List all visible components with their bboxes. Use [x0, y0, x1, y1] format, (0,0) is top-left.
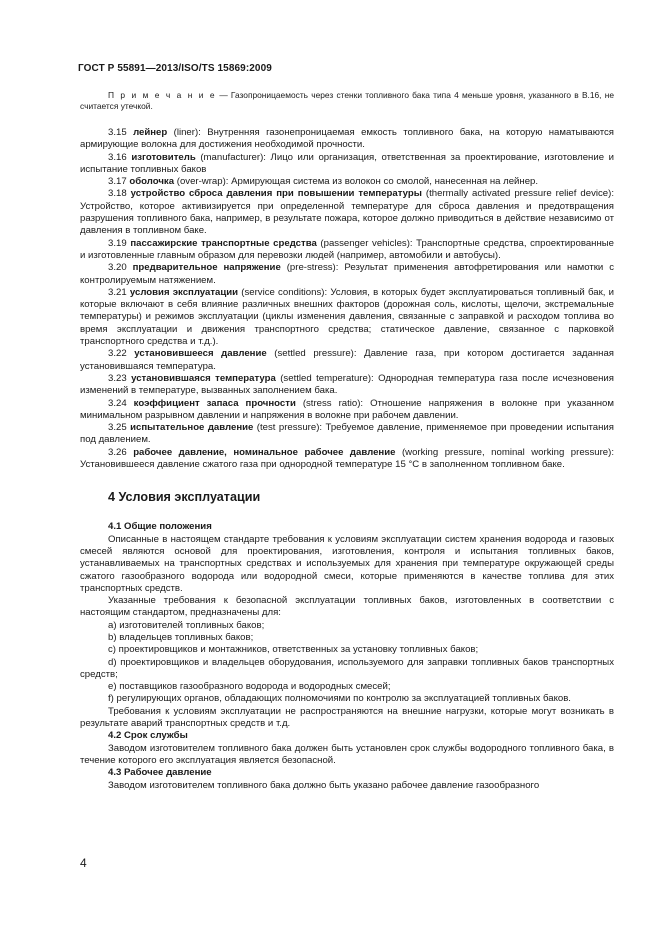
list-item-c: c) проектировщиков и монтажников, ответственных за установку топливных баков;: [108, 644, 479, 656]
definition-3-16: [80, 152, 614, 177]
definition-text: (pre-stress): Результат применения автофретирования или намотки с контролируемым натяжением.: [80, 262, 614, 286]
paragraph-4-1-3: Требования к условиям эксплуатации не распространяются на внешние нагрузки, которые могут возникать в результате аварий транспортных средств и т.д.: [80, 705, 614, 730]
note-paragraph: [80, 90, 614, 112]
definition-number: 3.23: [108, 372, 127, 384]
definition-text: (stress ratio): Отношение напряжения в волокне при указанном минимальном разрывном давлении и напряжения в волокне при рабочем давлении.: [80, 397, 614, 421]
definition-term: установившаяся температура: [131, 372, 276, 384]
definition-text: (service conditions): Условия, в которых будет эксплуатироваться топливный бак, и которые включают в себя влияние различных внешних факторов (дорожная соль, кислоты, щелочи, экстремальные температуры) и режимов эксплуатации (циклы изменения давления, связанные с заправкой и расходом топлива во время эксплуатации и движения транспортного средства; статическое давление, связанное с парковкой транспортного средства и т.д.).: [80, 286, 614, 348]
definition-3-15: [80, 127, 614, 152]
definition-3-18: [80, 188, 614, 237]
list-item-d: d) проектировщиков и владельцев оборудования, используемого для заправки топливных баков транспортных средств;: [80, 656, 614, 680]
definition-3-20: [80, 262, 614, 287]
paragraph-4-1-2: Указанные требования к безопасной эксплуатации топливных баков, изготовленных в соответствии с настоящим стандартом, предназначены для:: [80, 595, 614, 619]
definition-number: 3.19: [108, 237, 127, 249]
definition-term: установившееся давление: [134, 348, 267, 360]
definition-number: 3.26: [108, 446, 127, 458]
note-label: П р и м е ч а н и е: [108, 90, 217, 100]
definition-text: (test pressure): Требуемое давление, применяемое при проведении испытания под давлением.: [80, 422, 614, 446]
definition-number: 3.24: [108, 397, 127, 409]
definition-term: испытательное давление: [130, 422, 254, 434]
list-item-b: b) владельцев топливных баков;: [108, 631, 254, 643]
definition-3-26: [80, 447, 614, 472]
definition-text: (thermally activated pressure relief device): Устройство, которое активизируется при определенной температуре для сброса давления и предотвращения разрушения топливного бака, например, в результате пожара, которое должно приводиться в действие независимо от давления в топливном баке.: [80, 188, 614, 237]
definition-term: изготовитель: [131, 151, 196, 163]
definition-term: устройство сброса давления при повышении температуры: [130, 188, 422, 200]
definition-number: 3.21: [108, 286, 127, 298]
definition-text: (settled temperature): Однородная температура газа после исчезновения изменений в температуре, вызванных заполнением бака.: [80, 372, 614, 397]
definition-text: (settled pressure): Давление газа, при котором достигается заданная установившаяся температура.: [80, 348, 614, 372]
document-header: ГОСТ Р 55891—2013/ISO/TS 15869:2009: [78, 63, 272, 74]
definition-number: 3.15: [108, 127, 127, 138]
definition-text: (manufacturer): Лицо или организация, ответственная за проектирование, изготовление и испытание топливных баков: [80, 151, 615, 175]
paragraph-4-1-1: Описанные в настоящем стандарте требования к условиям эксплуатации систем хранения водорода и газовых смесей являются основой для проектирования, изготовления, контроля и испытания топливных баков, устанавливаемых на транспортных средствах и используемых для хранения при температуре окружающей среды сжатого газообразного водорода или водородной смеси, которые применяются в качестве топлива для этих транспортных средств.: [80, 533, 614, 594]
definition-3-25: [80, 422, 614, 447]
definition-3-19: [80, 238, 614, 263]
page-number: 4: [80, 856, 87, 870]
subsection-4-3-title: 4.3 Рабочее давление: [108, 767, 212, 779]
paragraph-4-2-1: Заводом изготовителем топливного бака должен быть установлен срок службы водородного топливного бака, в течение которого его эксплуатация является безопасной.: [80, 742, 614, 766]
definition-number: 3.18: [108, 188, 127, 200]
definition-number: 3.25: [108, 422, 127, 434]
definition-term: коэффициент запаса прочности: [133, 397, 296, 409]
definition-number: 3.20: [108, 262, 127, 274]
paragraph-4-3-1: Заводом изготовителем топливного бака должно быть указано рабочее давление газообразного: [108, 779, 540, 791]
definition-text: (liner): Внутренняя газонепроницаемая емкость топливного бака, на которую наматываются армирующие волокна для достижения необходимой прочности.: [80, 127, 614, 151]
section-4-title: 4 Условия эксплуатации: [108, 490, 261, 505]
definition-term: лейнер: [133, 127, 168, 138]
definition-term: рабочее давление, номинальное рабочее давление: [133, 446, 396, 458]
definition-3-23: [80, 373, 614, 398]
definition-3-22: [80, 348, 614, 373]
list-item-f: f) регулирующих органов, обладающих полномочиями по контролю за эксплуатацией топливных баков.: [108, 693, 571, 705]
definition-term: пассажирские транспортные средства: [130, 237, 317, 249]
list-item-e: e) поставщиков газообразного водорода и водородных смесей;: [108, 681, 391, 693]
definition-text: (passenger vehicles): Транспортные средства, спроектированные и изготовленные главным образом для перевозки людей (например, автомобили и автобусы).: [80, 237, 614, 261]
definition-3-21: [80, 287, 614, 348]
subsection-4-2-title: 4.2 Срок службы: [108, 730, 188, 742]
note-text: — Газопроницаемость через стенки топливного бака типа 4 меньше уровня, указанного в В.16, не считается утечкой.: [80, 90, 614, 111]
definition-number: 3.16: [108, 151, 127, 163]
subsection-4-1-title: 4.1 Общие положения: [108, 521, 212, 533]
list-item-a: a) изготовителей топливных баков;: [108, 619, 265, 631]
definition-term: условия эксплуатации: [129, 286, 239, 298]
definition-term: предварительное напряжение: [132, 262, 281, 274]
definition-number: 3.17: [108, 176, 127, 188]
definition-3-24: [80, 398, 614, 423]
definition-text: (working pressure, nominal working pressure): Установившееся давление сжатого газа при однородной температуре 15 °С в заполненном топливном баке.: [80, 446, 614, 471]
document-body: [80, 90, 614, 792]
definition-term: оболочка: [129, 176, 175, 188]
definition-3-17: [80, 176, 614, 188]
definition-number: 3.22: [108, 348, 127, 360]
definition-text: (over-wrap): Армирующая система из волокон со смолой, нанесенная на лейнер.: [174, 176, 539, 188]
